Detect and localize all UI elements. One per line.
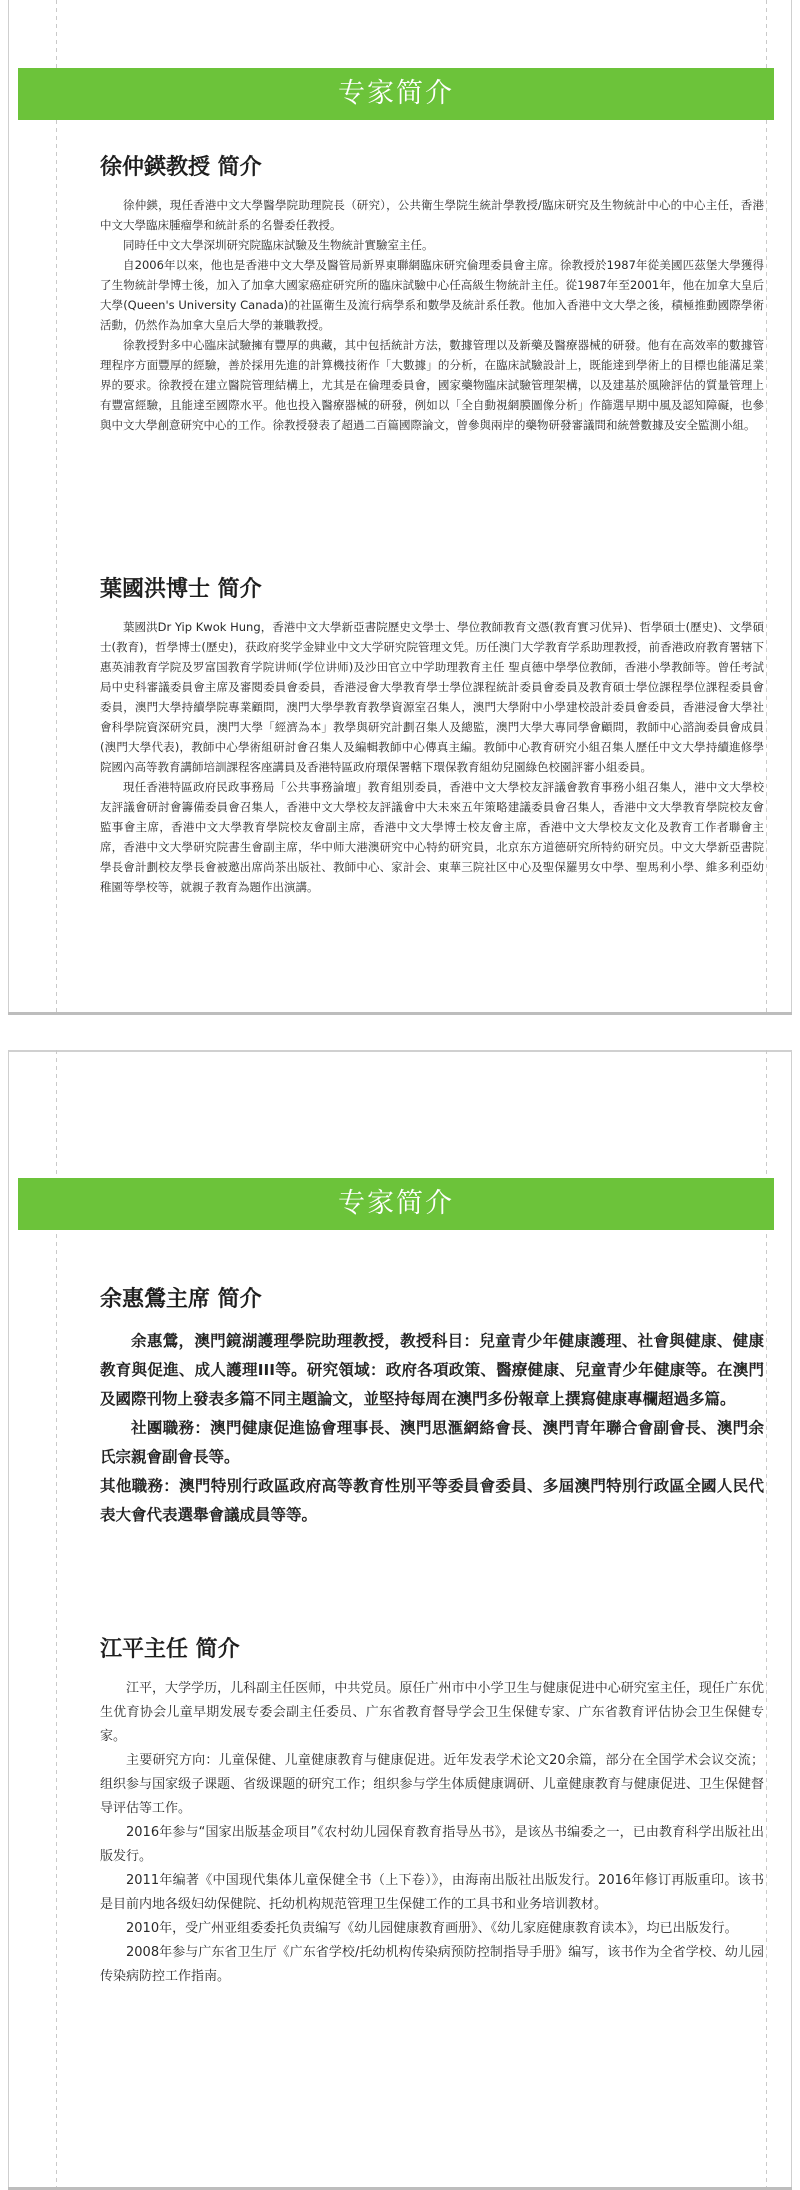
paragraph: 徐仲鍈，現任香港中文大學醫學院助理院長（研究），公共衛生學院生統計學教授/臨床研究及生物統計中心的中心主任，香港中文大學臨床腫瘤學和統計系的名譽委任教授。	[100, 198, 764, 232]
banner-title: 专家简介	[338, 78, 454, 109]
paragraph: 現任香港特區政府民政事務局「公共事務論壇」教育組別委員，香港中文大學校友評議會教育事務小組召集人，港中文大學校友評議會研討會籌備委員會召集人，香港中文大學校友評議會中大未來五年策略建議委員會召集人，香港中文大學教育學院校友會監事會主席，香港中文大學教育學院校友會副主席，香港中文大學博士校友會主席，香港中文大學校友文化及教育工作者聯會主席，香港中文大學研究院書生會副主席，华中师大港澳研究中心特約研究員，北京东方道德研究所特約研究员。中文大學新亞書院學長會計劃校友學長會被邀出席尚茶出版社、教師中心、家計会、東華三院社区中心及聖保羅男女中學、聖馬利小學、維多利亞幼稚園等學校等，就親子教育為題作出演講。	[100, 780, 764, 894]
paragraph: 其他職務：澳門特別行政區政府高等教育性別平等委員會委員、多屆澳門特別行政區全國人民代表大會代表選舉會議成員等等。	[100, 1477, 764, 1524]
paragraph: 社團職務：澳門健康促進協會理事長、澳門思滙網絡會長、澳門青年聯合會副會長、澳門余氏宗親會副會長等。	[100, 1419, 764, 1466]
paragraph: 同時任中文大學深圳研究院臨床試驗及生物統計實驗室主任。	[123, 238, 434, 252]
banner-title: 专家简介	[338, 1188, 454, 1219]
page-sheet-1	[8, 0, 792, 1015]
paragraph: 葉國洪Dr Yip Kwok Hung，香港中文大學新亞書院歷史文學士、學位教師教育文憑(教育實习优异)、哲學碩士(歷史)、文學碩士(教育)，哲學博士(歷史)，获政府奖学金肄业中文大学研究院管理文凭。历任澳门大学教育学系助理教授，前香港政府教育署辖下惠英浦教育学院及罗富国教育学院讲师(学位讲师)及沙田官立中学助理教育主任 聖貞德中學學位教師，香港小學教師等。曾任考試局中史科審議委員會主席及審閱委員會委員，香港浸會大學教育學士學位課程統計委員會委員及教育碩士學位課程學位課程委員會委員，澳門大學持續學院專業顧問，澳門大學學教育教學資源室召集人，澳門大學附中小學建校設計委員會委員，香港浸會大學社會科學院資深研究員，澳門大學「經濟為本」教學與研究計劃召集人及總監，澳門大學大專同學會顧問，教師中心諮詢委員會成員(澳門大學代表)，教師中心學術組研討會召集人及編輯教師中心傳真主編。教師中心教育研究小組召集人歷任中文大學持續進修學院國內高等教育講師培訓課程客座講員及香港特區政府環保署轄下環保教育組幼兒園綠色校園評審小組委員。	[100, 620, 764, 774]
paragraph: 徐教授對多中心臨床試驗擁有豐厚的典藏，其中包括統計方法，數據管理以及新藥及醫療器械的研發。他有在高效率的數據管理程序方面豐厚的經驗，善於採用先進的計算機技術作「大數據」的分析，在臨床試驗設計上，既能達到學術上的目標也能滿足業界的要求。徐教授在建立醫院管理結構上，尤其是在倫理委員會，國家藥物臨床試驗管理架構，以及建基於風險評估的質量管理上有豐富經驗，且能達至國際水平。他也投入醫療器械的研發，例如以「全自動視網膜圖像分析」作篩選早期中風及認知障礙，也參與中文大學創意研究中心的工作。徐教授發表了超過二百篇國際論文，曾參與兩岸的藥物研發審議問和統營數據及安全監測小組。	[100, 338, 764, 432]
paragraph: 2011年编著《中国现代集体儿童保健全书（上下卷）》，由海南出版社出版发行。2016年修订再版重印。该书是目前内地各级妇幼保健院、托幼机构规范管理卫生保健工作的工具书和业务培训教材。	[100, 1873, 764, 1912]
section-yu	[100, 1282, 764, 1530]
paragraph: 2008年参与广东省卫生厅《广东省学校/托幼机构传染病预防控制指导手册》编写，该书作为全省学校、幼儿园传染病防控工作指南。	[100, 1945, 764, 1984]
banner	[18, 68, 774, 120]
section-title: 徐仲鍈教授 简介	[100, 155, 262, 180]
paragraph: 余惠鶯，澳門鏡湖護理學院助理教授，教授科目：兒童青少年健康護理、社會與健康、健康教育與促進、成人護理III等。研究領域：政府各項政策、醫療健康、兒童青少年健康等。在澳門及國際刊物上發表多篇不同主題論文，並堅持每周在澳門多份報章上撰寫健康專欄超過多篇。	[100, 1332, 764, 1408]
paragraph: 2010年，受广州亚组委委托负责编写《幼儿园健康教育画册》、《幼儿家庭健康教育读本》，均已出版发行。	[126, 1921, 738, 1936]
section-xu	[100, 150, 764, 435]
paragraph: 自2006年以來，他也是香港中文大學及醫管局新界東聯網臨床研究倫理委員會主席。徐教授於1987年從美國匹茲堡大學獲得了生物統計學博士後，加入了加拿大國家癌症研究所的臨床試驗中心任高級生物統計主任。從1987年至2001年，他在加拿大皇后大學(Queen's University Canada)的社區衛生及流行病學系和數學及統計系任教。他加入香港中文大學之後，積極推動國際學術活動，仍然作為加拿大皇后大學的兼職教授。	[100, 258, 764, 332]
section-jiang	[100, 1632, 764, 1989]
section-title: 江平主任 简介	[100, 1637, 240, 1662]
paragraph: 2016年参与“国家出版基金项目”《农村幼儿园保育教育指导丛书》，是该丛书编委之一，已由教育科学出版社出版发行。	[100, 1825, 764, 1864]
section-yip	[100, 572, 764, 897]
banner	[18, 1178, 774, 1230]
page-sheet-2	[8, 1050, 792, 2190]
section-title: 葉國洪博士 简介	[100, 577, 262, 602]
section-title: 余惠鶯主席 简介	[100, 1287, 262, 1312]
paragraph: 主要研究方向：儿童保健、儿童健康教育与健康促进。近年发表学术论文20余篇，部分在全国学术会议交流；组织参与国家级子课题、省级课题的研究工作；组织参与学生体质健康调研、儿童健康教育与健康促进、卫生保健督导评估等工作。	[100, 1753, 764, 1816]
paragraph: 江平，大学学历，儿科副主任医师，中共党员。原任广州市中小学卫生与健康促进中心研究室主任，现任广东优生优育协会儿童早期发展专委会副主任委员、广东省教育督导学会卫生保健专家、广东省教育评估协会卫生保健专家。	[100, 1681, 764, 1744]
